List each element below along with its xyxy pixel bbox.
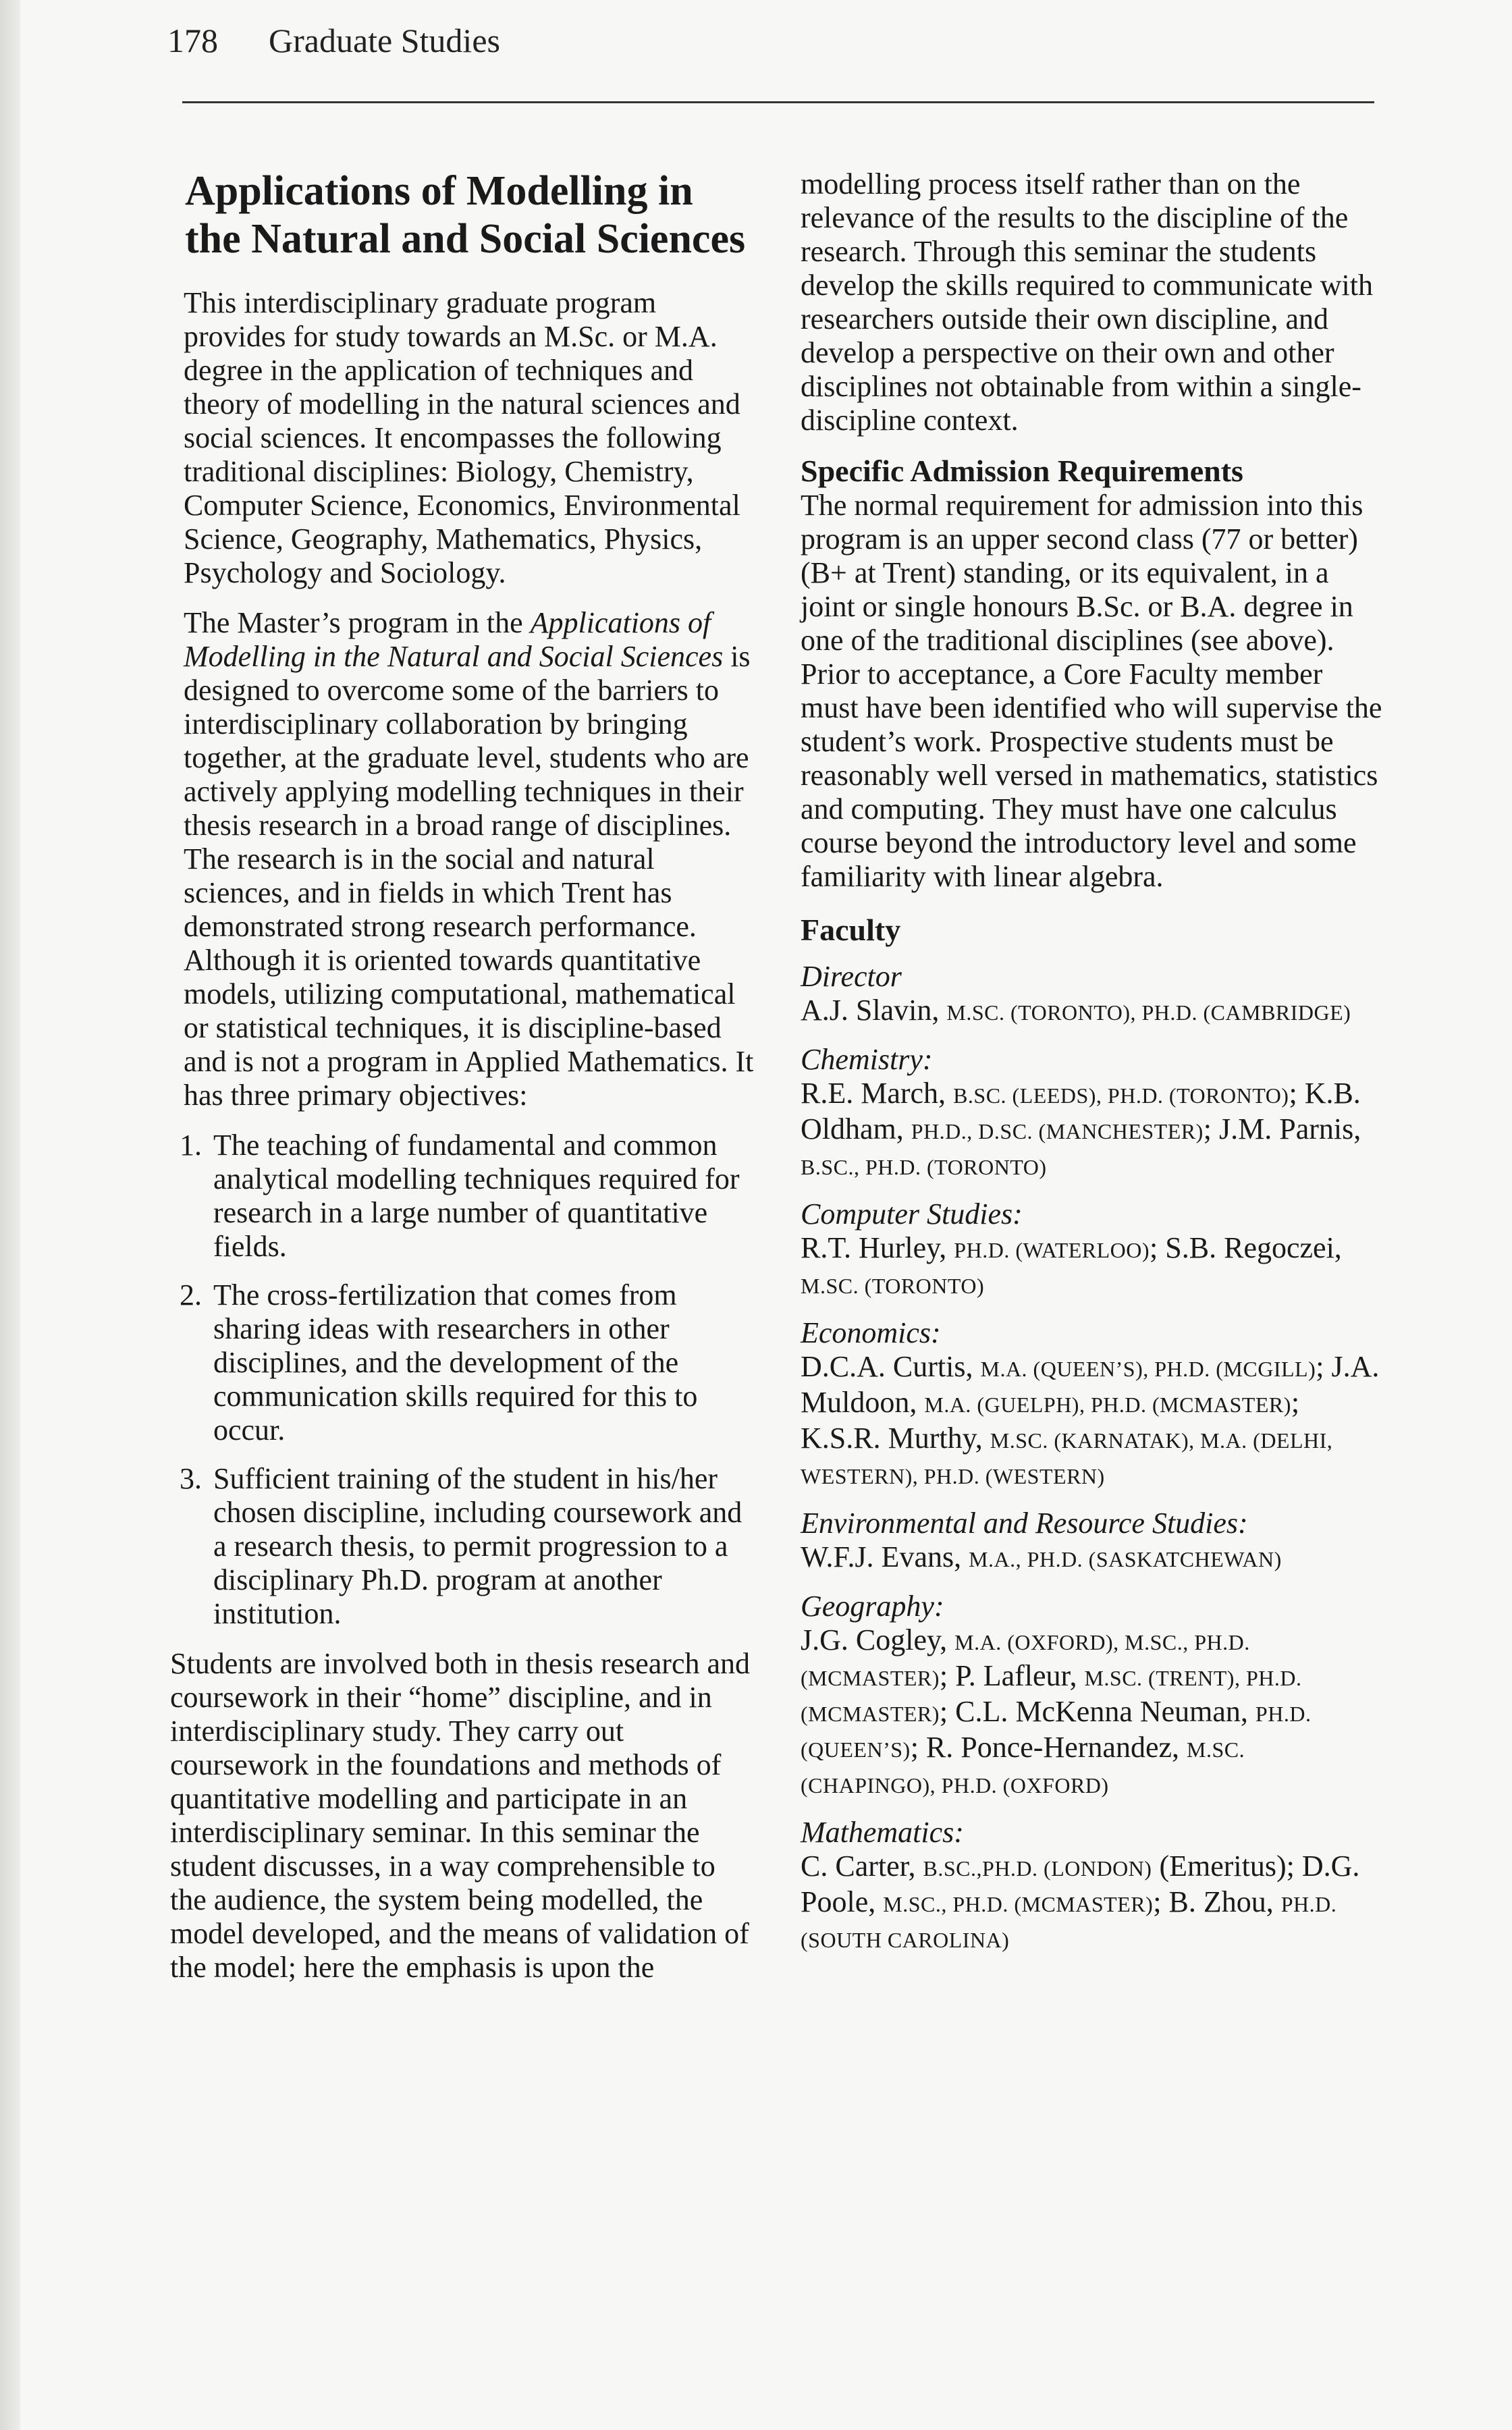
department-name: Environmental and Resource Studies: — [801, 1507, 1248, 1540]
faculty-department — [801, 1590, 1382, 1802]
faculty-credentials: M.A. (GUELPH), PH.D. (MCMASTER) — [924, 1393, 1291, 1417]
masters-paragraph — [170, 606, 757, 1112]
faculty-credentials: M.SC. (CHAPINGO), PH.D. (OXFORD) — [801, 1737, 1245, 1798]
faculty-department — [801, 1507, 1382, 1576]
department-members — [801, 1850, 1382, 1957]
department-name: Director — [801, 960, 902, 993]
member-separator: ; — [910, 1731, 926, 1764]
faculty-member-name: C. Carter, — [801, 1850, 923, 1883]
member-separator: ; — [1153, 1885, 1169, 1918]
masters-text-end: is designed to overcome some of the barriers to interdisciplinary collaboration by bringing together, at the graduate level, students who are actively applying modelling techniques in their thesis research in a broad range of disciplines. The research is in the social and natural sciences, and in fields in which Trent has demonstrated strong research performance. Although it is oriented towards quantitative models, utilizing computational, mathematical or statistical techniques, it is discipline-based and is not a program in Applied Mathematics. It has three primary objectives: — [184, 640, 754, 1112]
list-item — [170, 1129, 757, 1264]
right-column — [801, 167, 1382, 1970]
continuation-paragraph: modelling process itself rather than on the relevance of the results to the discipline of the research. Through this seminar the students develop the skills required to communicate with researchers outside their own discipline, and develop a perspective on their own and other disciplines not obtainable from within a single-discipline context. — [801, 167, 1374, 437]
department-members — [801, 1350, 1382, 1493]
objective-number: 3. — [180, 1462, 202, 1495]
department-members — [801, 1623, 1382, 1802]
faculty-credentials: M.SC. (TRENT), PH.D. (MCMASTER) — [801, 1666, 1302, 1726]
objective-text: The cross-fertilization that comes from sharing ideas with researchers in other disciplines, and the development of the communication skills required for this to occur. — [213, 1278, 698, 1447]
program-name-italic: Applications of Modelling in the Natural and Social Sciences — [184, 606, 724, 673]
admission-paragraph: The normal requirement for admission into this program is an upper second class (77 or better) (B+ at Trent) standing, or its equivalent, in a joint or single honours B.Sc. or B.A. degree in one of the traditional disciplines (see above). Prior to acceptance, a Core Faculty member must have been identified who will supervise the student’s work. Prospective students must be reasonably well versed in mathematics, statistics and computing. They must have one calculus course beyond the introductory level and some familiarity with linear algebra. — [801, 489, 1382, 893]
faculty-member-name: B. Zhou, — [1168, 1885, 1281, 1918]
member-separator: (Emeritus); — [1152, 1850, 1302, 1883]
member-separator: ; — [1150, 1231, 1166, 1264]
faculty-member-name: K.S.R. Murthy, — [801, 1422, 990, 1455]
faculty-credentials: M.A., PH.D. (SASKATCHEWAN) — [969, 1547, 1282, 1571]
list-item — [170, 1278, 757, 1447]
admission-heading: Specific Admission Requirements — [801, 454, 1243, 488]
member-separator: ; — [1203, 1112, 1219, 1145]
faculty-credentials: M.A. (OXFORD), M.SC., PH.D. (MCMASTER) — [801, 1630, 1250, 1690]
member-separator: ; — [939, 1695, 956, 1728]
faculty-credentials: B.SC. (LEEDS), PH.D. (TORONTO) — [953, 1083, 1289, 1108]
department-members — [801, 1540, 1382, 1576]
masters-text-start: The Master’s program in the — [184, 606, 531, 639]
member-separator: ; — [1291, 1386, 1300, 1419]
faculty-credentials: PH.D., D.SC. (MANCHESTER) — [911, 1119, 1204, 1143]
faculty-credentials: PH.D. (QUEEN’S) — [801, 1702, 1312, 1762]
page-edge-shadow — [0, 0, 20, 2430]
objective-number: 1. — [180, 1129, 202, 1162]
faculty-member-name: C.L. McKenna Neuman, — [955, 1695, 1256, 1728]
running-head — [167, 19, 500, 62]
member-separator: ; — [1289, 1077, 1305, 1110]
faculty-credentials: M.SC. (TORONTO), PH.D. (CAMBRIDGE) — [946, 1000, 1351, 1025]
faculty-department — [801, 1316, 1382, 1493]
faculty-department — [801, 1816, 1382, 1957]
faculty-member-name: K.B. Oldham, — [801, 1077, 1361, 1145]
faculty-member-name: J.G. Cogley, — [801, 1623, 955, 1656]
faculty-member-name: R.T. Hurley, — [801, 1231, 954, 1264]
faculty-credentials: B.SC., PH.D. (TORONTO) — [801, 1155, 1047, 1179]
department-members — [801, 994, 1382, 1029]
faculty-department — [801, 960, 1382, 1029]
faculty-credentials: M.SC. (KARNATAK), M.A. (DELHI, WESTERN), PH.D. (WESTERN) — [801, 1428, 1333, 1488]
faculty-credentials: M.A. (QUEEN’S), PH.D. (MCGILL) — [980, 1357, 1316, 1381]
faculty-member-name: J.M. Parnis, — [1218, 1112, 1361, 1145]
faculty-heading: Faculty — [801, 913, 901, 947]
students-paragraph: Students are involved both in thesis research and coursework in their “home” discipline, and in interdisciplinary study. They carry out coursework in the foundations and methods of quantitative modelling and participate in an interdisciplinary seminar. In this seminar the student discusses, in a way comprehensible to the audience, the system being modelled, the model developed, and the means of validation of the model; here the emphasis is upon the — [170, 1647, 751, 1984]
faculty-credentials: B.SC.,PH.D. (LONDON) — [923, 1856, 1152, 1881]
faculty-member-name: S.B. Regoczei, — [1165, 1231, 1342, 1264]
member-separator: ; — [939, 1659, 956, 1692]
faculty-department — [801, 1197, 1382, 1303]
faculty-credentials: PH.D. (SOUTH CAROLINA) — [801, 1892, 1337, 1952]
faculty-member-name: A.J. Slavin, — [801, 994, 947, 1027]
faculty-credentials: M.SC., PH.D. (MCMASTER) — [883, 1892, 1154, 1916]
list-item — [170, 1462, 757, 1631]
intro-paragraph: This interdisciplinary graduate program provides for study towards an M.Sc. or M.A. degree in the application of techniques and theory of modelling in the natural sciences and social sciences. It encompasses the following traditional disciplines: Biology, Chemistry, Computer Science, Economics, Environmental Science, Geography, Mathematics, Physics, Psychology and Sociology. — [184, 286, 740, 589]
faculty-member-name: D.C.A. Curtis, — [801, 1350, 981, 1383]
objective-text: The teaching of fundamental and common analytical modelling techniques required for research in a large number of quantitative fields. — [213, 1129, 740, 1263]
faculty-credentials: M.SC. (TORONTO) — [801, 1274, 985, 1298]
faculty-member-name: D.G. Poole, — [801, 1850, 1360, 1918]
faculty-credentials: PH.D. (WATERLOO) — [954, 1238, 1150, 1262]
faculty-member-name: P. Lafleur, — [955, 1659, 1085, 1692]
left-column — [170, 167, 757, 2001]
faculty-member-name: W.F.J. Evans, — [801, 1540, 969, 1573]
faculty-member-name: R.E. March, — [801, 1077, 954, 1110]
department-name: Chemistry: — [801, 1043, 933, 1076]
faculty-list — [801, 960, 1382, 1957]
objective-text: Sufficient training of the student in his/her chosen discipline, including coursework and a research thesis, to permit progression to a disciplinary Ph.D. program at another institution. — [213, 1462, 742, 1630]
page-number: 178 — [167, 22, 218, 59]
faculty-member-name: R. Ponce-Hernandez, — [925, 1731, 1187, 1764]
member-separator: ; — [1316, 1350, 1332, 1383]
department-name: Geography: — [801, 1590, 944, 1623]
header-rule — [182, 101, 1374, 103]
article-title: Applications of Modelling in the Natural and Social Sciences — [185, 168, 746, 262]
department-members — [801, 1077, 1382, 1184]
department-name: Computer Studies: — [801, 1197, 1023, 1231]
department-members — [801, 1231, 1382, 1303]
running-title: Graduate Studies — [269, 22, 500, 59]
department-name: Mathematics: — [801, 1816, 964, 1849]
objective-number: 2. — [180, 1278, 202, 1312]
objectives-list — [170, 1129, 757, 1631]
faculty-member-name: J.A. Muldoon, — [801, 1350, 1380, 1419]
document-page — [20, 0, 1512, 2430]
department-name: Economics: — [801, 1316, 941, 1349]
faculty-department — [801, 1043, 1382, 1184]
